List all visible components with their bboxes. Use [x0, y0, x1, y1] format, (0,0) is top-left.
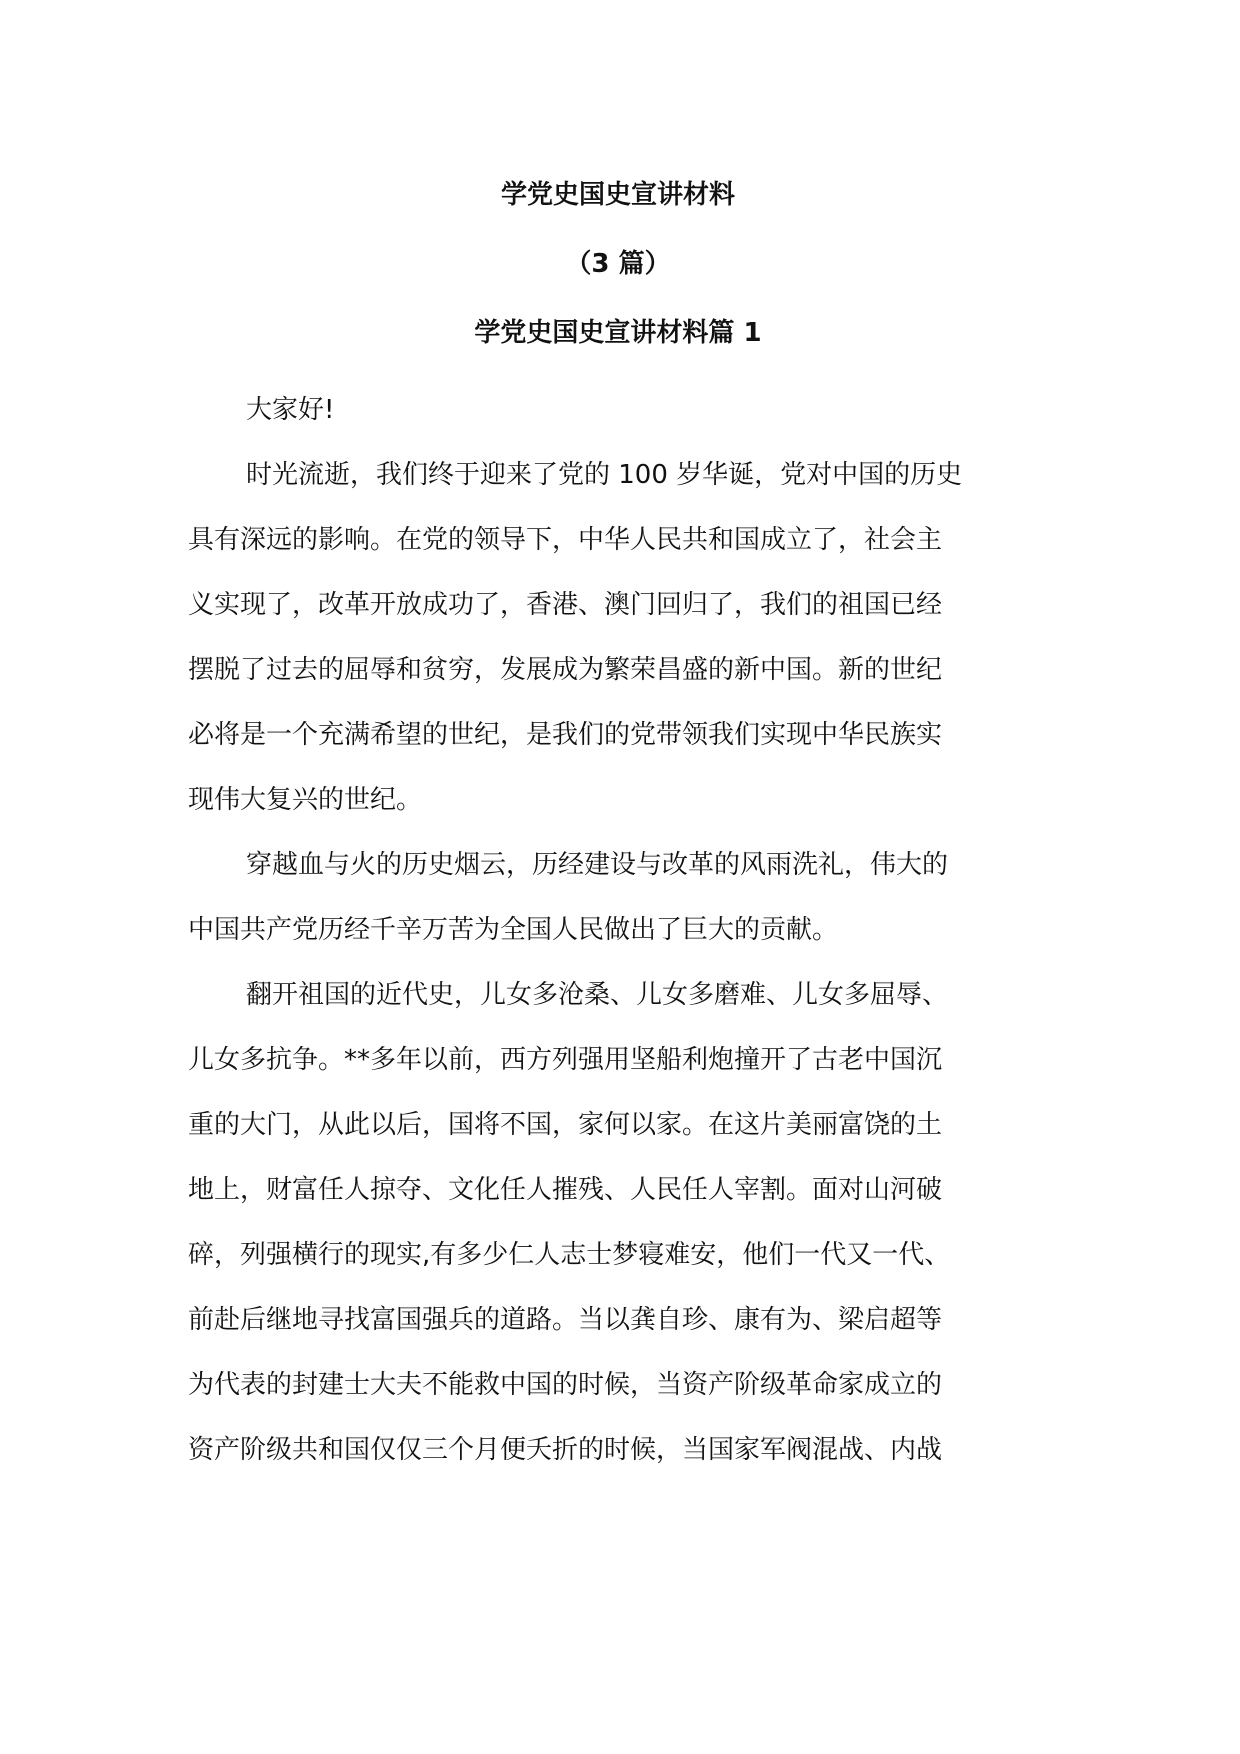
paragraph-modern-history	[188, 963, 1048, 1483]
paragraph-line: 重的大门，从此以后，国将不国，家何以家。在这片美丽富饶的土	[188, 1110, 943, 1140]
paragraph-line: 儿女多抗争。**多年以前，西方列强用坚船利炮撞开了古老中国沉	[188, 1045, 943, 1075]
paragraph-line: 碎，列强横行的现实,有多少仁人志士梦寝难安，他们一代又一代、	[188, 1240, 951, 1270]
paragraph-line: 地上，财富任人掠夺、文化任人摧残、人民任人宰割。面对山河破	[188, 1175, 943, 1205]
section-title: 学党史国史宣讲材料篇 1	[474, 318, 762, 348]
paragraph-line: 义实现了，改革开放成功了，香港、澳门回归了，我们的祖国已经	[188, 590, 943, 620]
paragraph-line: 为代表的封建士大夫不能救中国的时候，当资产阶级革命家成立的	[188, 1370, 943, 1400]
paragraph-anniversary	[188, 443, 1048, 833]
paragraph-history	[188, 833, 1048, 963]
paragraph-line: 大家好!	[246, 395, 335, 425]
document-title: 学党史国史宣讲材料	[500, 180, 735, 210]
paragraph-line: 时光流逝，我们终于迎来了党的 100 岁华诞，党对中国的历史	[246, 460, 963, 490]
paragraph-line: 必将是一个充满希望的世纪，是我们的党带领我们实现中华民族实	[188, 720, 943, 750]
paragraph-line: 摆脱了过去的屈辱和贫穷，发展成为繁荣昌盛的新中国。新的世纪	[188, 655, 943, 685]
paragraph-line: 资产阶级共和国仅仅三个月便夭折的时候，当国家军阀混战、内战	[188, 1435, 943, 1465]
document-subtitle: （3 篇）	[565, 249, 671, 279]
paragraph-line: 穿越血与火的历史烟云，历经建设与改革的风雨洗礼，伟大的	[246, 850, 949, 880]
document-page	[188, 180, 1048, 1483]
paragraph-line: 翻开祖国的近代史，儿女多沧桑、儿女多磨难、儿女多屈辱、	[246, 980, 949, 1010]
paragraph-greeting	[188, 378, 1048, 443]
paragraph-line: 具有深远的影响。在党的领导下，中华人民共和国成立了，社会主	[188, 525, 943, 555]
paragraph-line: 现伟大复兴的世纪。	[188, 785, 423, 815]
paragraph-line: 中国共产党历经千辛万苦为全国人民做出了巨大的贡献。	[188, 915, 839, 945]
paragraph-line: 前赴后继地寻找富国强兵的道路。当以龚自珍、康有为、梁启超等	[188, 1305, 943, 1335]
document-body	[188, 378, 1048, 1483]
